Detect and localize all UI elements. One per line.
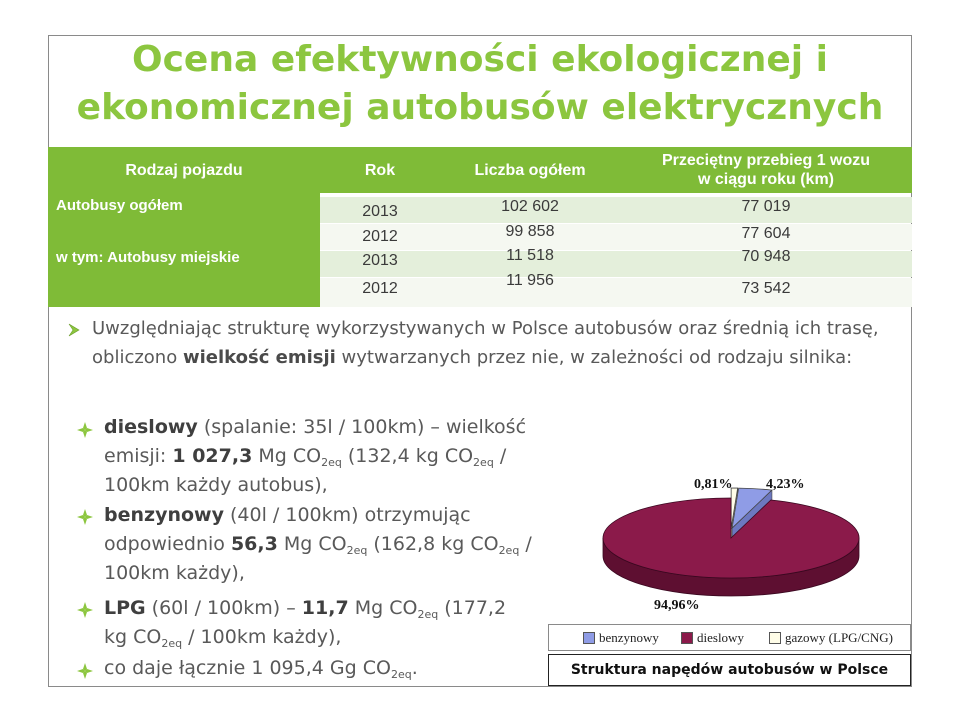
chart-caption: Struktura napędów autobusów w Polsce xyxy=(548,654,911,686)
header-mileage-line-2: w ciągu roku (km) xyxy=(697,171,835,188)
bullet-diesel xyxy=(104,413,534,500)
bullet-diesel-text: (spalanie: 35l / 100km) – wielkość emisji: xyxy=(104,416,527,467)
arrow-bullet-icon xyxy=(66,322,82,338)
header-mileage-line-1: Przeciętny przebieg 1 wozu xyxy=(661,152,871,169)
subscript: 2eq xyxy=(161,637,183,650)
diamond-bullet-icon xyxy=(76,601,94,619)
intro-paragraph xyxy=(92,314,882,372)
legend-item-dieslowy xyxy=(681,630,744,646)
legend-label: benzynowy xyxy=(599,630,659,645)
cell-year: 2013 xyxy=(362,252,398,269)
bullet-lpg-name: LPG xyxy=(104,597,146,619)
title-line-1: Ocena efektywności ekologicznej i xyxy=(131,39,829,80)
bullet-lpg-tail: / 100km każdy), xyxy=(182,626,342,648)
bullet-petrol-name: benzynowy xyxy=(104,504,224,526)
title-line-2: ekonomicznej autobusów elektrycznych xyxy=(76,87,884,128)
cell-count: 11 518 xyxy=(506,247,554,264)
bullet-total-tail: . xyxy=(411,657,418,679)
data-label-benzynowy: 4,23% xyxy=(766,477,805,492)
row-label-city-buses: w tym: Autobusy miejskie xyxy=(56,249,240,266)
row-label-column xyxy=(48,193,320,307)
bullet-diesel-unit: Mg CO xyxy=(252,445,322,467)
bullet-petrol-tail: / 100km każdy), xyxy=(104,533,532,584)
cell-count: 11 956 xyxy=(506,272,554,289)
data-label-dieslowy: 94,96% xyxy=(654,598,700,613)
cell-mileage: 70 948 xyxy=(741,248,791,265)
subscript: 2eq xyxy=(473,456,494,469)
header-average-mileage xyxy=(620,147,912,193)
diamond-bullet-icon xyxy=(76,421,94,439)
bullet-lpg xyxy=(104,594,534,652)
cell-year: 2013 xyxy=(362,203,398,220)
bullet-total xyxy=(104,654,544,683)
bullet-diesel-value: 1 027,3 xyxy=(172,445,253,467)
legend-swatch xyxy=(769,632,781,644)
legend-swatch xyxy=(583,632,595,644)
cell-year: 2012 xyxy=(362,280,398,297)
legend-item-benzynowy xyxy=(583,630,659,646)
legend-label: dieslowy xyxy=(697,630,744,645)
pie-slice-dieslowy xyxy=(603,498,859,578)
bullet-petrol-text: (40l / 100km) otrzymując odpowiednio xyxy=(104,504,471,555)
cell-mileage: 77 604 xyxy=(741,225,791,242)
bullet-petrol-unit: Mg CO xyxy=(277,533,347,555)
cell-mileage: 73 542 xyxy=(741,280,791,297)
bullet-total-text: co daje łącznie 1 095,4 Gg CO xyxy=(104,657,391,679)
row-label-all-buses: Autobusy ogółem xyxy=(56,197,183,214)
bus-statistics-table xyxy=(48,147,912,307)
bullet-lpg-unit: Mg CO xyxy=(348,597,418,619)
cell-year: 2012 xyxy=(362,228,398,245)
subscript: 2eq xyxy=(390,668,412,681)
legend-swatch xyxy=(681,632,693,644)
chart-legend xyxy=(548,624,911,651)
bullet-diesel-name: dieslowy xyxy=(104,416,198,438)
bullet-lpg-text: (60l / 100km) – xyxy=(145,597,302,619)
header-vehicle-type: Rodzaj pojazdu xyxy=(48,147,320,193)
subscript: 2eq xyxy=(417,608,439,621)
diamond-bullet-icon xyxy=(76,662,94,680)
intro-emphasis: wielkość emisji xyxy=(182,347,336,368)
bullet-diesel-detail: (132,4 kg CO xyxy=(341,445,474,467)
bullet-lpg-detail: (177,2 kg CO xyxy=(104,597,507,648)
bullet-diesel-tail: / 100km każdy autobus), xyxy=(104,445,507,496)
slide-title xyxy=(56,36,904,132)
bullet-petrol-detail: (162,8 kg CO xyxy=(367,533,499,555)
bullet-lpg-value: 11,7 xyxy=(301,597,349,619)
pie-chart xyxy=(548,470,912,625)
subscript: 2eq xyxy=(346,544,368,557)
intro-text-2: wytwarzanych przez nie, w zależności od rodzaju silnika: xyxy=(335,347,853,368)
cell-count: 99 858 xyxy=(505,223,555,240)
intro-text-1: Uwzględniając strukturę wykorzystywanych w Polsce autobusów oraz średnią ich trasę, obliczono xyxy=(92,318,879,368)
table-row xyxy=(320,272,912,307)
table-row xyxy=(320,197,912,223)
header-total-count: Liczba ogółem xyxy=(440,147,620,193)
cell-count: 102 602 xyxy=(501,198,559,215)
subscript: 2eq xyxy=(498,544,520,557)
cell-mileage: 77 019 xyxy=(741,198,791,215)
header-year: Rok xyxy=(320,147,440,193)
data-label-gazowy: 0,81% xyxy=(694,477,733,492)
legend-item-gazowy xyxy=(769,630,893,646)
bullet-petrol-value: 56,3 xyxy=(230,533,278,555)
subscript: 2eq xyxy=(321,456,342,469)
diamond-bullet-icon xyxy=(76,508,94,526)
legend-label: gazowy (LPG/CNG) xyxy=(785,630,893,645)
bullet-petrol xyxy=(104,501,534,588)
